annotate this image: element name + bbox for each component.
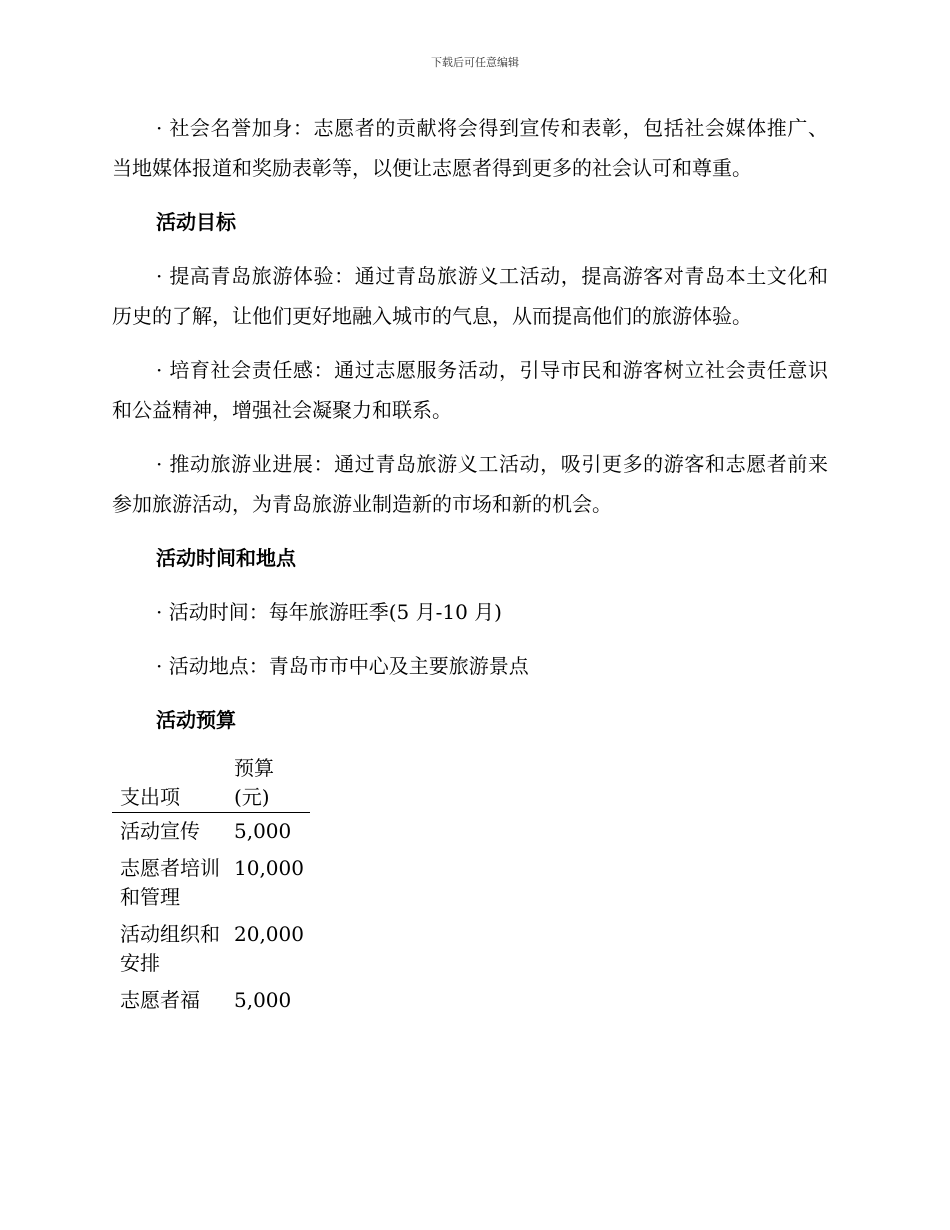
- table-header-item: 支出项: [112, 754, 226, 813]
- table-row: [112, 916, 310, 982]
- table-cell-item: 志愿者福: [120, 988, 200, 1012]
- heading-time-place: 活动时间和地点: [156, 546, 296, 570]
- heading-budget: 活动预算: [156, 708, 236, 732]
- paragraph-honor: · 社会名誉加身：志愿者的贡献将会得到宣传和表彰，包括社会媒体推广、当地媒体报道和奖励表彰等，以便让志愿者得到更多的社会认可和尊重。: [112, 116, 828, 180]
- paragraph-goal-experience: · 提高青岛旅游体验：通过青岛旅游义工活动，提高游客对青岛本土文化和历史的了解，让他们更好地融入城市的气息，从而提高他们的旅游体验。: [112, 264, 828, 328]
- page-header-note: 下载后可任意编辑: [431, 56, 519, 69]
- table-cell-budget: 5,000: [234, 988, 292, 1012]
- table-header-budget: 预算(元): [226, 754, 310, 813]
- paragraph-goal-responsibility: · 培育社会责任感：通过志愿服务活动，引导市民和游客树立社会责任意识和公益精神，增强社会凝聚力和联系。: [112, 358, 828, 422]
- paragraph-time: · 活动时间：每年旅游旺季(5 月-10 月): [156, 600, 502, 624]
- paragraph-place: · 活动地点：青岛市市中心及主要旅游景点: [156, 654, 529, 678]
- table-cell-budget: 10,000: [234, 856, 304, 880]
- table-header-row: [112, 754, 310, 813]
- table-row: [112, 813, 310, 851]
- table-row: [112, 982, 310, 1019]
- document-body: [112, 108, 828, 1019]
- paragraph-goal-tourism: · 推动旅游业进展：通过青岛旅游义工活动，吸引更多的游客和志愿者前来参加旅游活动，为青岛旅游业制造新的市场和新的机会。: [112, 452, 828, 516]
- heading-goals: 活动目标: [156, 210, 236, 234]
- table-cell-budget: 5,000: [234, 819, 292, 843]
- table-cell-item: 活动宣传: [120, 819, 200, 843]
- table-cell-item: 活动组织和安排: [120, 922, 220, 975]
- table-cell-item: 志愿者培训和管理: [120, 856, 220, 909]
- budget-table: [112, 754, 310, 1019]
- table-row: [112, 850, 310, 916]
- table-cell-budget: 20,000: [234, 922, 304, 946]
